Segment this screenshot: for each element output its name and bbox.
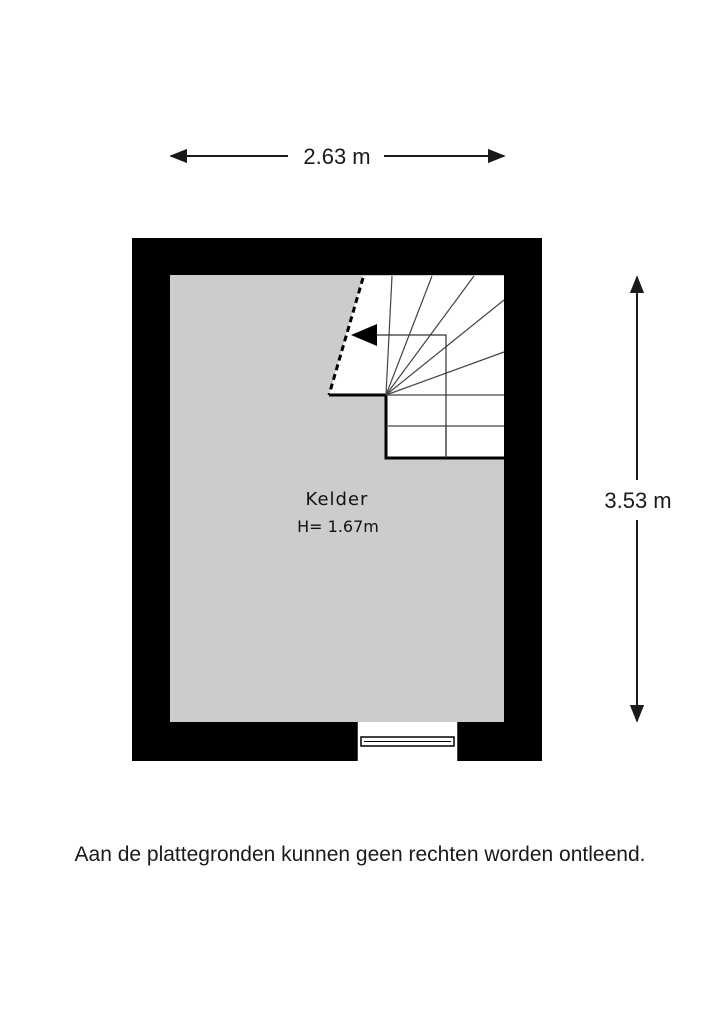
door-opening (357, 722, 458, 761)
room-height: H= 1.67m (297, 517, 379, 536)
height-dimension-label: 3.53 m (604, 488, 672, 513)
room-name: Kelder (305, 489, 369, 510)
width-dimension-label: 2.63 m (303, 144, 371, 169)
disclaimer-text: Aan de plattegronden kunnen geen rechten worden ontleend. (74, 843, 646, 866)
height-dimension (604, 277, 671, 721)
width-dimension (171, 144, 504, 169)
